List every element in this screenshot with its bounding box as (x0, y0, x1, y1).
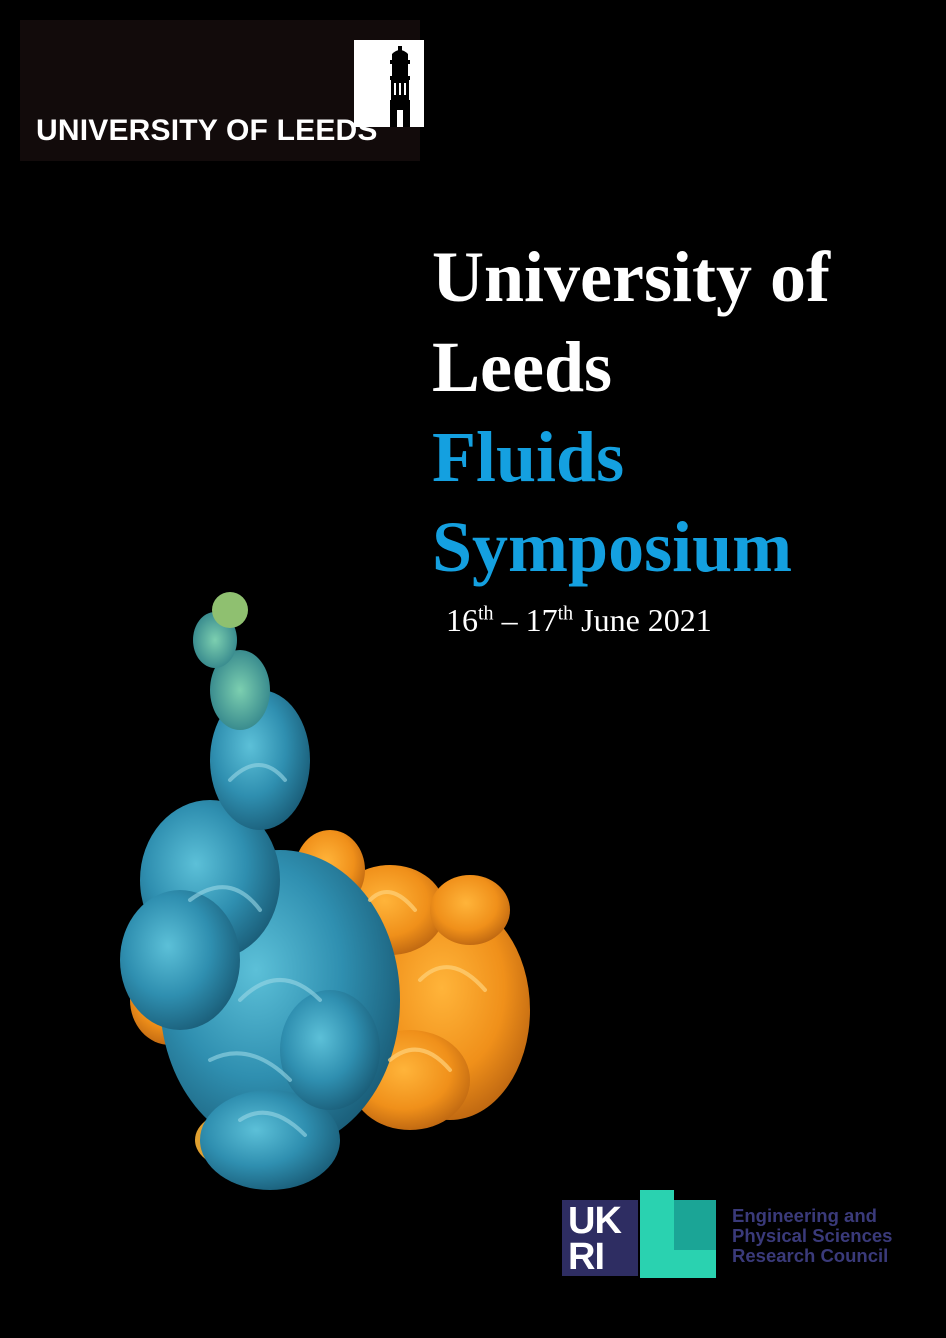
date-day2-suffix: th (557, 602, 574, 625)
ukri-mark-line2: RI (568, 1236, 604, 1278)
date-separator: – (493, 602, 526, 638)
council-line-2: Physical Sciences (732, 1225, 893, 1246)
title-line-1: University of (432, 237, 830, 317)
university-of-leeds-logo (20, 20, 420, 161)
date-day1: 16 (446, 602, 478, 638)
ink-cloud-image (90, 580, 540, 1220)
poster-title (432, 232, 932, 592)
epsrc-bar-tall (640, 1190, 674, 1278)
council-name (732, 1206, 922, 1266)
ukri-epsrc-logo (562, 1190, 922, 1282)
ukri-mark-line1: UK (568, 1200, 621, 1242)
title-line-3: Fluids (432, 417, 625, 497)
date-day1-suffix: th (478, 602, 494, 625)
council-line-1: Engineering and (732, 1205, 877, 1226)
date-day2: 17 (525, 602, 558, 638)
ink-blue-plume (120, 592, 400, 1190)
council-line-3: Research Council (732, 1245, 889, 1266)
title-line-4: Symposium (432, 507, 793, 587)
university-wordmark: UNIVERSITY OF LEEDS (36, 114, 378, 147)
date-month-year: June 2021 (573, 602, 712, 638)
epsrc-bar-dark (674, 1200, 716, 1250)
epsrc-bar-foot (674, 1250, 716, 1278)
title-line-2: Leeds (432, 327, 612, 407)
ukri-mark (562, 1200, 638, 1276)
